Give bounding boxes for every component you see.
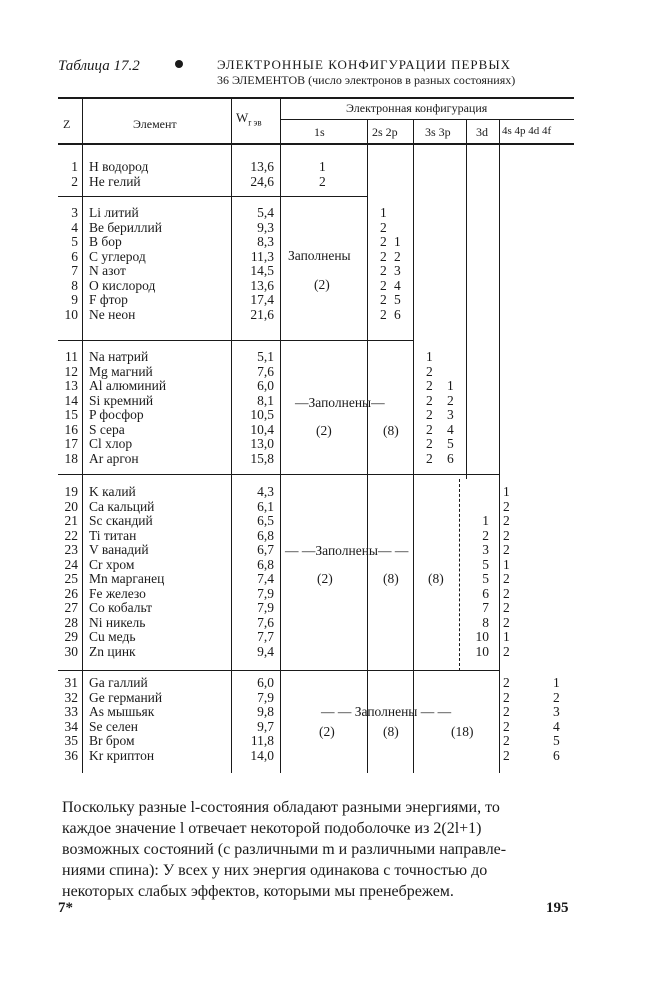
cell-w: 7,9 — [257, 585, 274, 601]
g5-filled-note: — — Заполнены — — — [321, 704, 452, 719]
cell-z: 13 — [64, 378, 78, 393]
cell-w: 11,8 — [250, 733, 274, 748]
cell-w: 4,3 — [257, 484, 274, 499]
cell-z: 10 — [64, 306, 78, 322]
cell-w: 9,3 — [257, 219, 274, 235]
cell-d3: 2 — [482, 527, 489, 543]
cell-s3: 2 — [426, 450, 433, 466]
cell-element: P фосфор — [89, 407, 144, 422]
cell-z: 19 — [64, 484, 78, 499]
group-rule-3 — [58, 474, 499, 475]
header-3s3p: 3s 3p — [425, 125, 451, 139]
table-label: Таблица 17.2 — [58, 58, 140, 74]
cell-s4: 2 — [503, 704, 510, 719]
cell-d3: 1 — [482, 513, 489, 528]
cell-z: 11 — [65, 349, 78, 364]
cell-element: Ar аргон — [89, 450, 139, 466]
header-wr — [236, 110, 262, 128]
cell-s4: 1 — [503, 484, 510, 499]
cell-element: Cl хлор — [89, 436, 133, 451]
cell-p3: 3 — [447, 407, 454, 422]
cell-d3: 6 — [482, 585, 489, 601]
cell-w: 13,0 — [250, 436, 274, 451]
cell-z: 25 — [64, 571, 78, 586]
cell-element: Cr хром — [89, 556, 135, 572]
cell-z: 1 — [71, 159, 78, 174]
cell-s3: 1 — [426, 349, 433, 364]
header-element: Элемент — [133, 117, 177, 131]
paragraph-line-1: Поскольку разные l-состояния обладают разными энергиями, то — [62, 799, 500, 816]
col-divider-1s — [367, 119, 368, 773]
paragraph-line-5: некоторых слабых эффектов, которыми мы пренебрежем. — [62, 883, 454, 900]
cell-s4: 2 — [503, 498, 510, 514]
cell-s2: 2 — [380, 234, 387, 249]
paragraph-line-4: ниями спина): У всех у них энергия одинакова с точностью до — [62, 862, 488, 879]
cell-s2: 2 — [380, 292, 387, 307]
cell-s2: 2 — [380, 263, 387, 278]
cell-w: 11,3 — [250, 248, 274, 264]
cell-element: Kr криптон — [89, 747, 155, 763]
g5-n3: (18) — [451, 724, 474, 739]
page-number: 195 — [546, 900, 569, 916]
cell-element: Al алюминий — [89, 378, 167, 393]
cell-element: Mn марганец — [89, 571, 165, 586]
cell-z: 5 — [71, 234, 78, 249]
cell-z: 14 — [64, 392, 78, 408]
cell-d3: 8 — [482, 614, 489, 630]
cell-z: 17 — [64, 436, 78, 451]
cell-element: B бор — [89, 234, 122, 249]
cell-w: 6,5 — [257, 513, 274, 528]
cell-w: 24,6 — [250, 173, 274, 189]
bullet-dot-icon — [175, 60, 183, 68]
col-divider-wr — [280, 97, 281, 773]
cell-s2: 2 — [380, 306, 387, 322]
cell-z: 4 — [71, 219, 78, 235]
cell-s4: 2 — [503, 718, 510, 734]
cell-s4: 2 — [503, 675, 510, 690]
cell-w: 21,6 — [250, 306, 274, 322]
cell-w: 5,1 — [257, 349, 274, 364]
group-rule-2 — [58, 340, 413, 341]
paragraph-line-3: возможных состояний (с различными m и различными направле- — [62, 841, 507, 858]
cell-element: Co кобальт — [89, 600, 153, 615]
cell-s3: 2 — [426, 378, 433, 393]
cell-p3: 4 — [447, 421, 454, 437]
g3-n1s: (2) — [316, 423, 332, 438]
cell-element: F фтор — [89, 292, 128, 307]
cell-element: Ca кальций — [89, 498, 155, 514]
cell-element: Ga галлий — [89, 675, 148, 690]
cell-z: 36 — [64, 747, 78, 763]
g4-n2: (8) — [383, 571, 399, 586]
cell-s2: 2 — [380, 277, 387, 293]
cell-s4: 2 — [503, 513, 510, 528]
cell-z: 24 — [64, 556, 78, 572]
cell-w: 17,4 — [250, 292, 274, 307]
cell-s4: 2 — [503, 571, 510, 586]
cell-element: Ne неон — [89, 306, 136, 322]
cell-z: 35 — [64, 733, 78, 748]
cell-p2: 5 — [394, 292, 401, 307]
cell-s2: 2 — [380, 219, 387, 235]
cell-p4: 2 — [553, 689, 560, 705]
cell-p2: 4 — [394, 277, 401, 293]
header-2s2p: 2s 2p — [372, 125, 398, 139]
g4-filled-note: — —Заполнены— — — [285, 543, 409, 558]
cell-s3: 2 — [426, 407, 433, 422]
table-title-line-1: ЭЛЕКТРОННЫЕ КОНФИГУРАЦИИ ПЕРВЫХ — [217, 57, 512, 72]
cell-element: As мышьяк — [89, 704, 155, 719]
cell-w: 8,3 — [257, 234, 274, 249]
cell-s4: 1 — [503, 556, 510, 572]
cell-p2: 1 — [394, 234, 401, 249]
g4-n1s: (2) — [317, 571, 333, 586]
header-bottom-rule — [58, 143, 574, 145]
cell-s2: 2 — [380, 248, 387, 264]
g3-filled-note: —Заполнены— — [295, 395, 385, 410]
cell-w: 9,8 — [257, 704, 274, 719]
cell-d3: 7 — [482, 600, 489, 615]
cell-s3: 2 — [426, 421, 433, 437]
cell-p3: 2 — [447, 392, 454, 408]
cell-element: S сера — [89, 421, 125, 437]
header-config: Электронная конфигурация — [346, 101, 488, 115]
cell-z: 31 — [64, 675, 78, 690]
col-divider-element — [231, 97, 232, 773]
cell-p2: 6 — [394, 306, 401, 322]
cell-w: 7,4 — [257, 571, 274, 586]
header-wr-sub: r эв — [248, 117, 262, 128]
g5-n1s: (2) — [319, 724, 335, 739]
cell-element: Na натрий — [89, 349, 149, 364]
cell-p4: 4 — [553, 718, 560, 734]
cell-z: 6 — [71, 248, 78, 264]
cell-w: 10,4 — [250, 421, 274, 437]
header-3d: 3d — [476, 125, 488, 139]
g2-filled-note: Заполнены — [288, 248, 351, 263]
cell-s3: 2 — [426, 436, 433, 451]
cell-z: 26 — [64, 585, 78, 601]
cell-element: K калий — [89, 484, 136, 499]
group-rule-1 — [58, 196, 367, 197]
header-1s: 1s — [314, 125, 325, 139]
cell-p4: 1 — [553, 675, 560, 690]
cell-z: 9 — [71, 292, 78, 307]
group-rule-4 — [58, 670, 499, 671]
cell-s4: 2 — [503, 643, 510, 659]
cell-s4: 1 — [503, 629, 510, 644]
cell-w: 7,6 — [257, 614, 274, 630]
cell-w: 15,8 — [250, 450, 274, 466]
cell-w: 6,7 — [257, 542, 274, 557]
cell-z: 29 — [64, 629, 78, 644]
cell-w: 5,4 — [257, 205, 274, 220]
cell-s2: 1 — [380, 205, 387, 220]
cell-element: N азот — [89, 263, 126, 278]
cell-w: 13,6 — [250, 159, 274, 174]
cell-p4: 5 — [553, 733, 560, 748]
cell-w: 7,6 — [257, 363, 274, 379]
cell-element: Fe железо — [89, 585, 146, 601]
cell-w: 9,4 — [257, 643, 274, 659]
g4-n3: (8) — [428, 571, 444, 586]
cell-element: C углерод — [89, 248, 146, 264]
cell-z: 33 — [64, 704, 78, 719]
cell-w: 9,7 — [257, 718, 274, 734]
cell-z: 18 — [64, 450, 78, 466]
cell-w: 8,1 — [257, 392, 274, 408]
cell-element: Se селен — [89, 718, 138, 734]
cell-s4: 2 — [503, 747, 510, 763]
cell-z: 21 — [64, 513, 78, 528]
cell-w: 14,0 — [250, 747, 274, 763]
cell-element: Li литий — [89, 205, 139, 220]
cell-element: Be бериллий — [89, 219, 162, 235]
cell-w: 14,5 — [250, 263, 274, 278]
cell-element: Si кремний — [89, 392, 154, 408]
g3-n2: (8) — [383, 423, 399, 438]
cell-z: 3 — [71, 205, 78, 220]
col-divider-3p — [466, 119, 467, 479]
cell-d3: 5 — [482, 571, 489, 586]
cell-w: 7,9 — [257, 689, 274, 705]
col-divider-3d — [499, 119, 500, 773]
cell-element: H водород — [89, 159, 149, 174]
cell-s4: 2 — [503, 733, 510, 748]
cell-z: 23 — [64, 542, 78, 557]
paragraph-line-2: каждое значение l отвечает некоторой подоболочке из 2(2l+1) — [62, 820, 482, 837]
cell-d3: 5 — [482, 556, 489, 572]
cell-z: 34 — [64, 718, 78, 734]
cell-z: 15 — [64, 407, 78, 422]
col-divider-2p — [413, 119, 414, 773]
cell-w: 10,5 — [250, 407, 274, 422]
cell-s3: 2 — [426, 363, 433, 379]
cell-z: 12 — [64, 363, 78, 379]
cell-z: 20 — [64, 498, 78, 514]
cell-w: 6,8 — [257, 527, 274, 543]
header-outer: 4s 4p 4d 4f — [502, 125, 552, 137]
signature-mark: 7* — [58, 900, 73, 916]
header-wr-symbol: W — [236, 110, 249, 125]
cell-s4: 2 — [503, 614, 510, 630]
cell-p3: 6 — [447, 450, 454, 466]
table-title-line-2: 36 ЭЛЕМЕНТОВ (число электронов в разных состояниях) — [217, 73, 516, 87]
cell-element: Br бром — [89, 733, 135, 748]
cell-w: 7,9 — [257, 600, 274, 615]
cell-d3: 10 — [475, 643, 489, 659]
cell-element: Ti титан — [89, 527, 137, 543]
cell-w: 6,1 — [257, 498, 274, 514]
header-z: Z — [63, 117, 71, 131]
cell-element: Ni никель — [89, 614, 146, 630]
col-divider-3p-dashed — [459, 479, 460, 671]
cell-w: 6,0 — [257, 675, 274, 690]
cell-w: 7,7 — [257, 629, 274, 644]
cell-element: O кислород — [89, 277, 156, 293]
cell-p2: 3 — [394, 263, 401, 278]
cell-element: Ge германий — [89, 689, 163, 705]
cell-s1: 2 — [319, 173, 326, 189]
cell-w: 6,8 — [257, 556, 274, 572]
config-subheader-rule — [280, 119, 574, 120]
cell-w: 13,6 — [250, 277, 274, 293]
cell-s4: 2 — [503, 542, 510, 557]
cell-z: 30 — [64, 643, 78, 659]
cell-p4: 6 — [553, 747, 560, 763]
cell-d3: 10 — [475, 629, 489, 644]
cell-z: 27 — [64, 600, 78, 615]
cell-element: Zn цинк — [89, 643, 136, 659]
cell-element: Sc скандий — [89, 513, 153, 528]
cell-p3: 5 — [447, 436, 454, 451]
g5-n2: (8) — [383, 724, 399, 739]
cell-z: 28 — [64, 614, 78, 630]
body-paragraph — [62, 797, 572, 902]
cell-s4: 2 — [503, 600, 510, 615]
cell-p3: 1 — [447, 378, 454, 393]
cell-z: 7 — [71, 263, 78, 278]
table-top-rule — [58, 97, 574, 99]
cell-s4: 2 — [503, 527, 510, 543]
cell-element: V ванадий — [89, 542, 149, 557]
cell-z: 32 — [64, 689, 78, 705]
cell-p2: 2 — [394, 248, 401, 264]
cell-s1: 1 — [319, 159, 326, 174]
cell-p4: 3 — [553, 704, 560, 719]
cell-element: He гелий — [89, 173, 141, 189]
cell-w: 6,0 — [257, 378, 274, 393]
cell-z: 16 — [64, 421, 78, 437]
cell-z: 8 — [71, 277, 78, 293]
cell-element: Cu медь — [89, 629, 136, 644]
cell-d3: 3 — [482, 542, 489, 557]
cell-s3: 2 — [426, 392, 433, 408]
col-divider-z — [82, 97, 83, 773]
cell-z: 22 — [64, 527, 78, 543]
cell-s4: 2 — [503, 585, 510, 601]
cell-s4: 2 — [503, 689, 510, 705]
cell-z: 2 — [71, 173, 78, 189]
cell-element: Mg магний — [89, 363, 153, 379]
g2-n1s: (2) — [314, 277, 330, 292]
